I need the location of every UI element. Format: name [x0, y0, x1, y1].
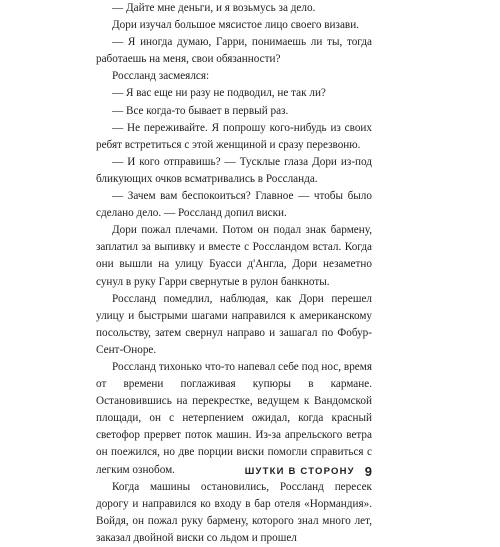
paragraph: — Все когда-то бывает в первый раз.: [112, 104, 289, 117]
paragraph: Дори изучал большое мясистое лицо своего визави.: [112, 19, 359, 32]
running-title: ШУТКИ В СТОРОНУ: [244, 465, 355, 477]
paragraph: — Зачем вам беспокоиться? Главное — чтобы было сделано дело. — Россланд допил виски.: [96, 190, 372, 220]
paragraph: Россланд помедлил, наблюдая, как Дори перешел улицу и быстрыми шагами направился к американскому посольству, затем свернул направо и зашагал по Фобур-Сент-Оноре.: [96, 292, 372, 356]
paragraph: — Дайте мне деньги, и я возьмусь за дело.: [112, 2, 316, 14]
paragraph: — И кого отправишь? — Тусклые глаза Дори из-под бликующих очков всматривались в Россланда.: [96, 155, 372, 185]
paragraph: — Не переживайте. Я попрошу кого-нибудь из своих ребят встретиться с этой женщиной и сразу перезвоню.: [96, 121, 372, 151]
paragraph: Россланд засмеялся:: [112, 70, 210, 83]
paragraph: Когда машины остановились, Россланд пересек дорогу и направился ко входу в бар отеля «Нормандия». Войдя, он пожал руку бармену, которого знал много лет, заказал двойной виски со льдом и прошел: [96, 480, 372, 544]
paragraph: — Я вас еще ни разу не подводил, не так ли?: [112, 87, 326, 100]
page-footer: [96, 462, 372, 480]
paragraph: Россланд тихонько что-то напевал себе под нос, время от времени поглаживая купюры в кармане. Остановившись на перекрестке, ведущем к Вандомской площади, он с нетерпением ожидал, когда красный светофор прервет поток машин. Из-за апрельского ветра он поежился, но две порции виски помогли справиться с легким ознобом.: [96, 360, 372, 476]
page-number: 9: [364, 463, 372, 479]
paragraph: — Я иногда думаю, Гарри, понимаешь ли ты, тогда работаешь на меня, свои обязанности?: [96, 36, 372, 66]
paragraph: Дори пожал плечами. Потом он подал знак бармену, заплатил за выпивку и вместе с Россландом встал. Когда они вышли на улицу Буасси д'Англа, Дори незаметно сунул в руку Гарри свернутые в рулон банкноты.: [96, 224, 372, 288]
